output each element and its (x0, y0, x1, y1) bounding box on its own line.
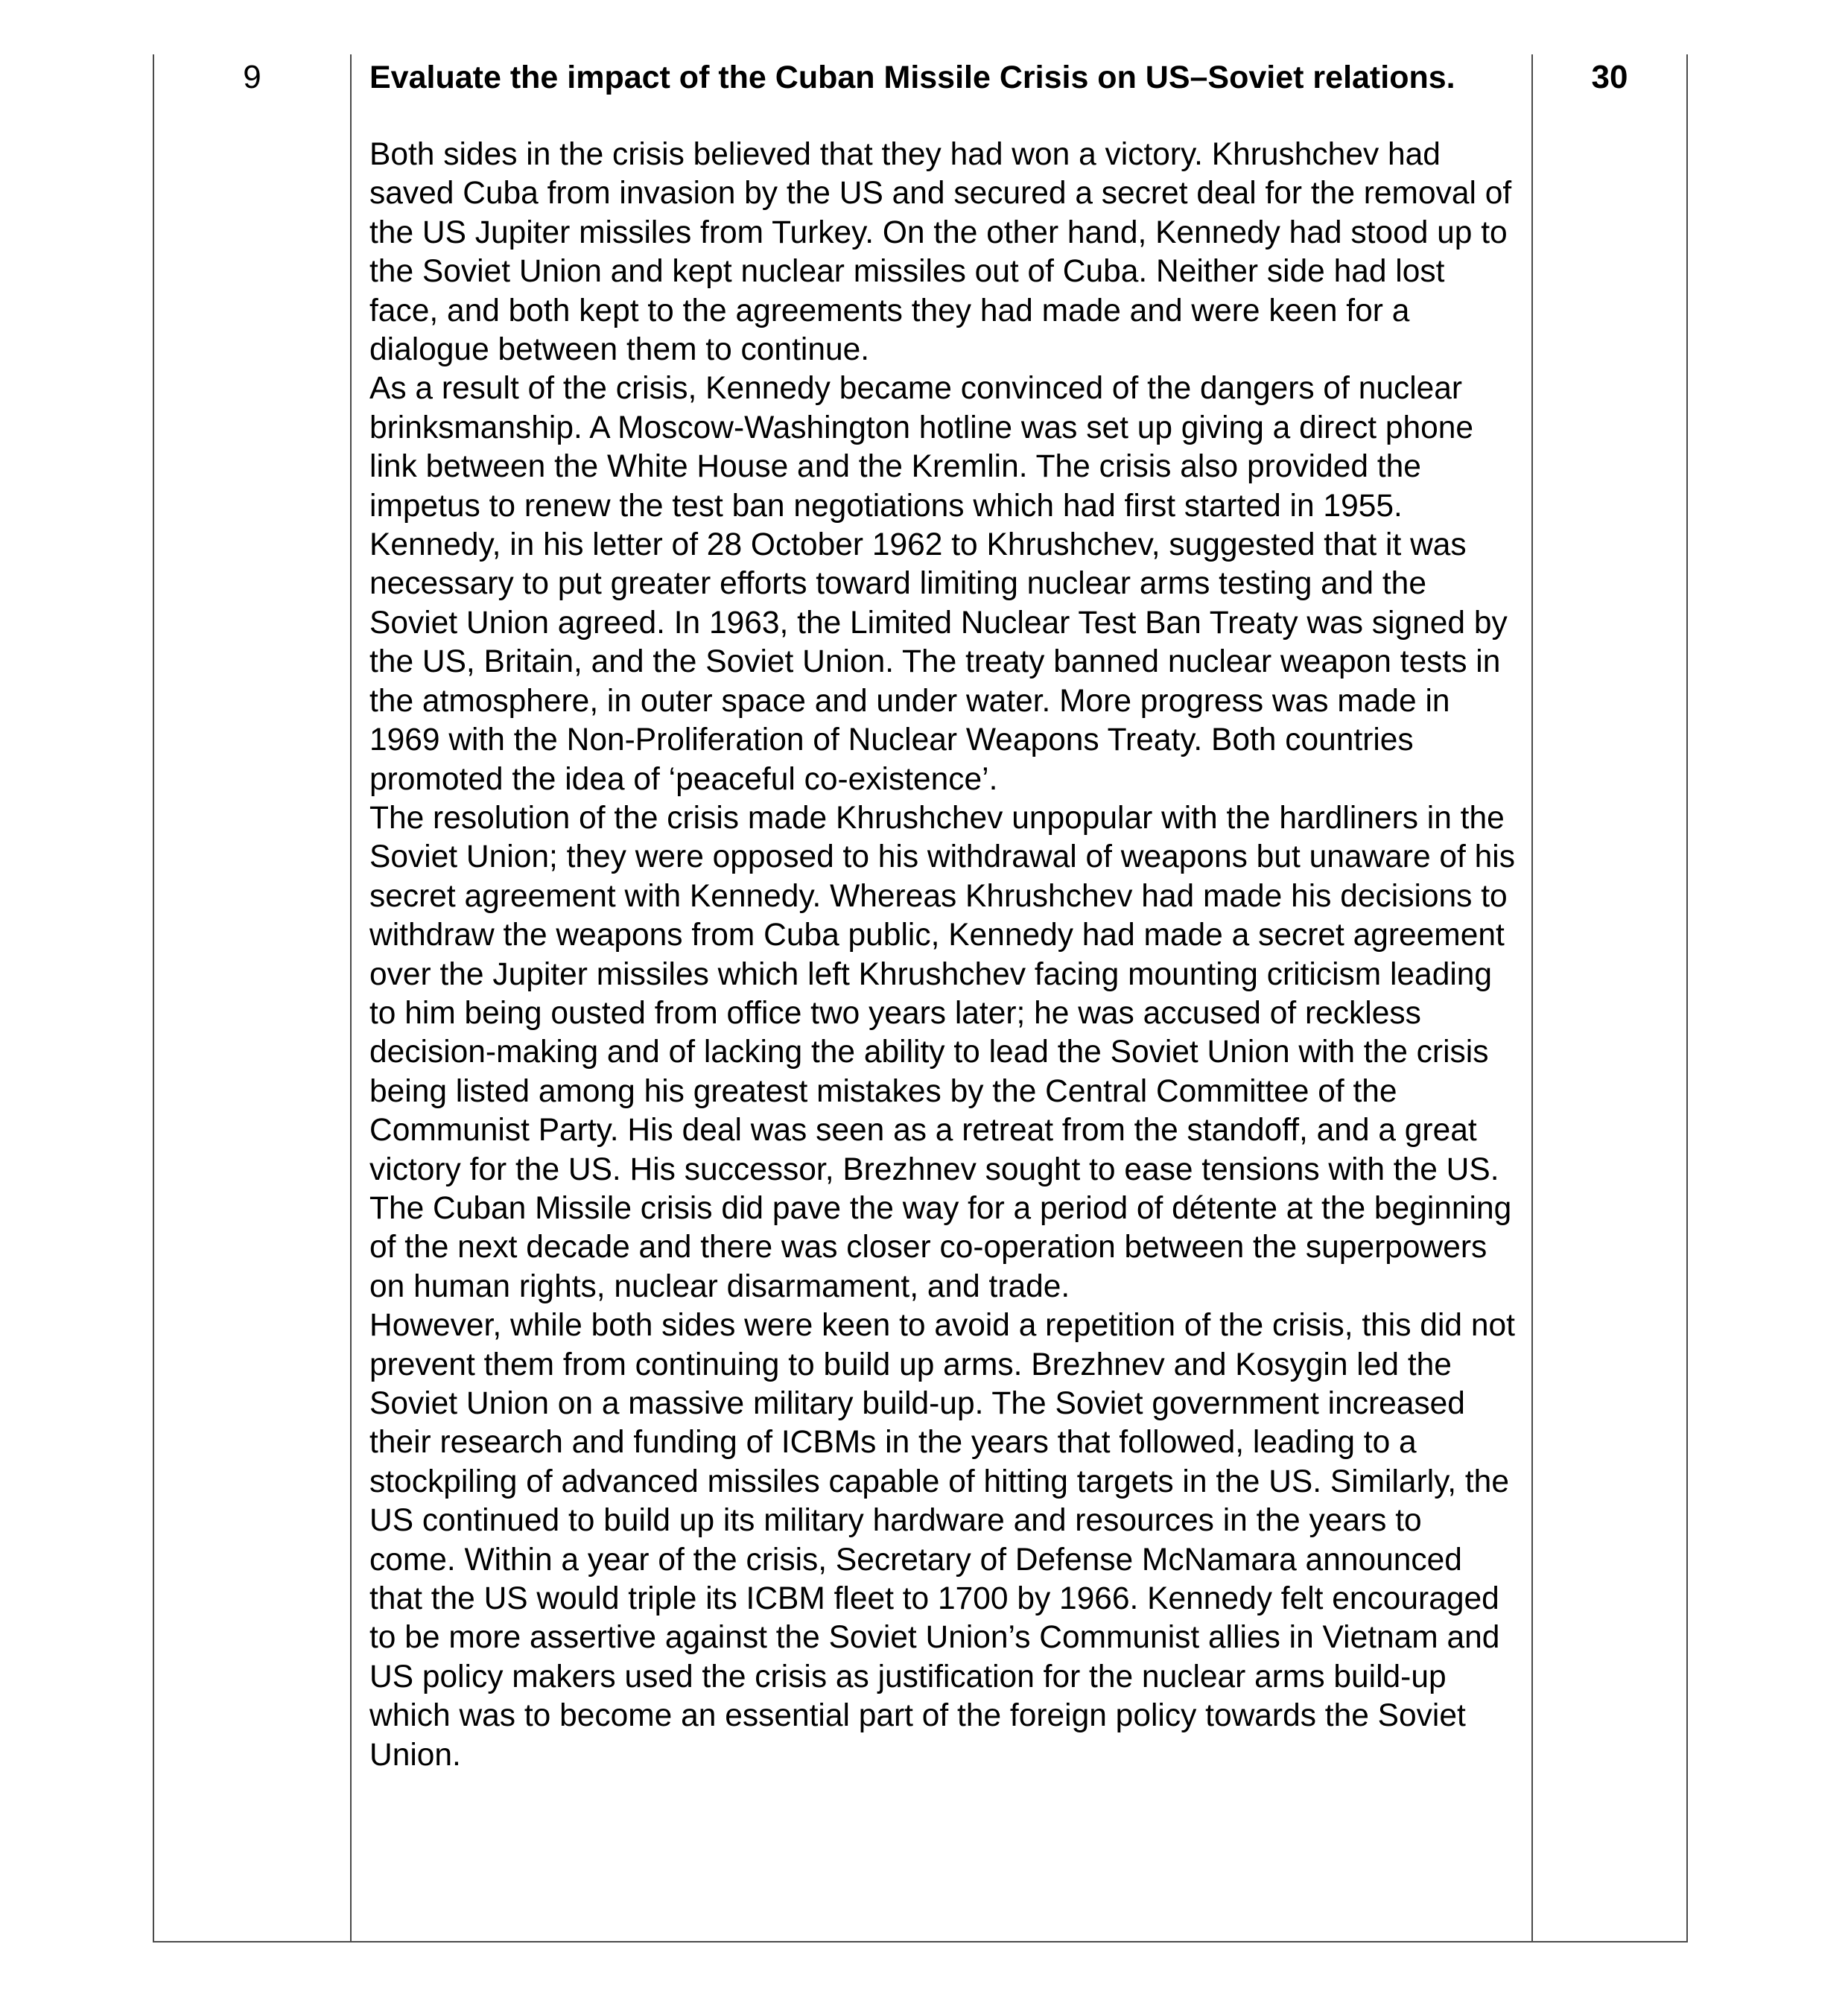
question-text: Evaluate the impact of the Cuban Missile Crisis on US–Soviet relations. (369, 60, 1455, 95)
table-row (153, 54, 1687, 1942)
answer-paragraph-4: However, while both sides were keen to avoid a repetition of the crisis, this did not prevent them from continuing to build up arms. Brezhnev and Kosygin led the Soviet Union on a massive military build-up. The Soviet government increased their research and funding of ICBMs in the years that followed, leading to a stockpiling of advanced missiles capable of hitting targets in the US. Similarly, the US continued to build up its military hardware and resources in the years to come. Within a year of the crisis, Secretary of Defense McNamara announced that the US would triple its ICBM fleet to 1700 by 1966. Kennedy felt encouraged to be more assertive against the Soviet Union’s Communist allies in Vietnam and US policy makers used the crisis as justification for the nuclear arms build-up which was to become an essential part of the foreign policy towards the Soviet Union. (369, 1308, 1515, 1773)
answer-content-cell (351, 54, 1532, 1942)
answer-paragraph-3: The resolution of the crisis made Khrushchev unpopular with the hardliners in the Soviet Union; they were opposed to his withdrawal of weapons but unaware of his secret agreement with Kennedy. Whereas Khrushchev had made his decisions to withdraw the weapons from Cuba public, Kennedy had made a secret agreement over the Jupiter missiles which left Khrushchev facing mounting criticism leading to him being ousted from office two years later; he was accused of reckless decision-making and of lacking the ability to lead the Soviet Union with the crisis being listed among his greatest mistakes by the Central Committee of the Communist Party. His deal was seen as a retreat from the standoff, and a great victory for the US. His successor, Brezhnev sought to ease tensions with the US. The Cuban Missile crisis did pave the way for a period of détente at the beginning of the next decade and there was closer co-operation between the superpowers on human rights, nuclear disarmament, and trade. (369, 800, 1515, 1304)
marks-cell (1532, 54, 1687, 1942)
marks-value: 30 (1591, 59, 1628, 95)
answer-paragraph-1: Both sides in the crisis believed that they had won a victory. Khrushchev had saved Cuba from invasion by the US and secured a secret deal for the removal of the US Jupiter missiles from Turkey. On the other hand, Kennedy had stood up to the Soviet Union and kept nuclear missiles out of Cuba. Neither side had lost face, and both kept to the agreements they had made and were keen for a dialogue between them to continue. (369, 137, 1512, 368)
answer-paragraph-2: As a result of the crisis, Kennedy became convinced of the dangers of nuclear brinksmanship. A Moscow-Washington hotline was set up giving a direct phone link between the White House and the Kremlin. The crisis also provided the impetus to renew the test ban negotiations which had first started in 1955. Kennedy, in his letter of 28 October 1962 to Khrushchev, suggested that it was necessary to put greater efforts toward limiting nuclear arms testing and the Soviet Union agreed. In 1963, the Limited Nuclear Test Ban Treaty was signed by the US, Britain, and the Soviet Union. The treaty banned nuclear weapon tests in the atmosphere, in outer space and under water. More progress was made in 1969 with the Non-Proliferation of Nuclear Weapons Treaty. Both countries promoted the idea of ‘peaceful co-existence’. (369, 371, 1508, 797)
question-number: 9 (243, 59, 261, 95)
question-number-cell (153, 54, 351, 1942)
mark-scheme-table (153, 54, 1688, 1942)
